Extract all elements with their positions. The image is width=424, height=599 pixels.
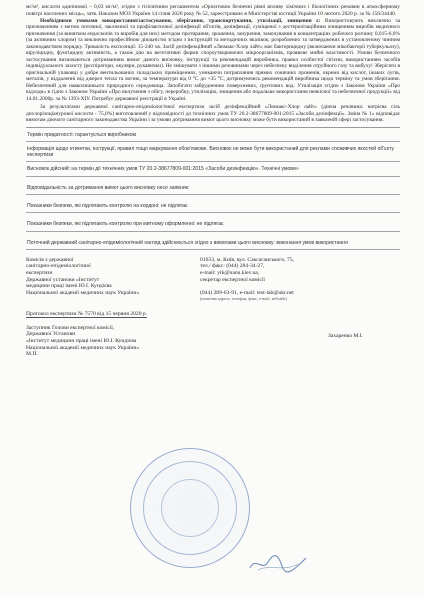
- signature-block: [26, 253, 400, 358]
- org-line: Національної академії медичних наук України»: [26, 289, 140, 296]
- commission-organization: [26, 257, 201, 297]
- secretary-line: секретар експертної комісії: [200, 276, 265, 283]
- deputy-chair-block: [26, 325, 246, 358]
- protocol-text: Протокол експертизи № 7570 від 15 червня 2020 р.: [26, 310, 148, 317]
- stamp-center-ring: [161, 479, 219, 537]
- address-line: 01033, м. Київ, вул. Саксаганського, 75,: [200, 256, 295, 263]
- spacer-line: [200, 283, 390, 290]
- org-line: експертизи: [26, 270, 53, 277]
- section-responsibility: [26, 181, 400, 195]
- deputy-line: Державної Установи: [26, 331, 76, 338]
- section-text: Висновок дійсний: на термін дії технічних умов ТУ 20.2-38677809-001:2015 «Засоби дезінфекцію». Технічні умови»: [27, 166, 299, 173]
- deputy-line: Національної академії медичних наук України»: [26, 344, 140, 351]
- sections-list: [26, 127, 400, 250]
- conditions-paragraph: [26, 18, 400, 103]
- section-shelf-life: [26, 128, 400, 142]
- section-supervision: [26, 236, 400, 250]
- phone-fax-line: тел./ факс: (044) 284-34-27,: [200, 263, 265, 270]
- commission-contacts: [200, 257, 390, 303]
- section-text: Поточний державний санітарно-епідеміологічний нагляд здійснюється згідно з вимогами цього висновку: виконання умов використання: [27, 239, 348, 246]
- section-text: Відповідальність за дотримання вимог цього висновку несе заявник:: [27, 184, 190, 191]
- signer-name: Захаренко М.І.: [328, 332, 364, 339]
- section-text: Термін придатності: гарантується виробником: [27, 131, 137, 138]
- section-border-control: [26, 199, 400, 213]
- seal-placeholder: М.П.: [26, 351, 38, 358]
- section-label-info: [26, 142, 400, 163]
- conclusion-paragraph: За результатами державної санітарно-епідеміологічної експертизи засіб дезінфекційний «Люмакс-Хлор лайт» (діюча речовина: натрієва сіль дихлорізоціанурової кислоти - 75,0%) виготовлений у відповідності до технічних умов ТУ 20.2-38677809-001:2015 «Засоби дезінфекції». Зміна № 1» відповідає вимогам діючого санітарного законодавства України і за умови дотримання вимог цього висновку може бути використаний в заявленій сфері застосування.: [26, 104, 400, 123]
- org-line: Комісія з державної: [26, 256, 74, 263]
- protocol-line: [26, 311, 147, 318]
- email-line: e-mail: yik@nanu.kiev.ua,: [200, 270, 260, 277]
- deputy-line: «Інститут медицини праці імені Ю.І. Кундієва: [26, 338, 137, 345]
- secretary-contact-line: (044) 289-63-91, e-mail: test-lab@ukr.net: [200, 289, 294, 296]
- org-line: санітарно-епідеміологічної: [26, 263, 91, 270]
- conditions-heading: Необхідними умовами використання/застосування, зберігання, транспортування, утилізації, знищення є:: [40, 17, 321, 24]
- section-text: Показники безпеки, які підлягають контролю при митному оформленні: не підлягає: [27, 221, 224, 228]
- official-stamp: [130, 448, 250, 568]
- org-line: Державної установи «Інститут: [26, 276, 100, 283]
- conditions-text: Використовують виключно за призначенням з метою поточної, заключної та профілактичної дезінфекції об'єктів, дезінфекції, суміщеної з дестерилізаційним очищенням виробів медичного призначення (за винятком ендоскопів та виробів для них) методом протирання, зрошення, занурення, замочування в концентраціях робочого розчину 0,015-6,0% (за активним хлором) та виключно професійною діяльністю згідно з інструкцій та методичних вказівок, розроблених та затверджених в установленому чинним законодавством порядку. Тривалість експозиції: 15-240 хв. Засіб дезінфекційний «Люмакс-Хлор лайт» має бактерицидну (включаючи мікобактерії туберкульозу), віруліцидну, фунгіцидну активність, а також дію на вегетативні форми спороутворюючих мікроорганізмів, проявляє мийні властивості. Умови безпечного застосування визначаються дотриманням вимог даного висновку, інструкції та рекомендацій виробника, правил особистої гігієни, використанням засобів індивідуального захисту (респіратори, окуляри, рукавички). Не змішувати з іншими речовинами через небезпеку виділення отруйного газу та вибуху! Зберігати в оригінальній упаковці у добре вентильованих складських приміщеннях, уникаючи потрапляння прямих сонячних променів, окремо від кислот, їжаких лугів, металів, у віддаленні від джерел тепла та вогню, за температури від 0 °С до +35 °С, дотримуючись рекомендацій виробника щодо терміну та умов зберігання. Небезпечний для навколишнього природного середовища. Запобігати забрудненню поверхневих, ґрунтових вод. Утилізація згідно з Законом України «Про відходи» в гідно з Законом України «Про вилучення з обігу, переробку, утилізацію, знищення або подальше використання неякісної та небезпечної продукції» від 14.01.2000р. за № 1393-ХІУ. Потребує державної реєстрації в Україні.: [26, 17, 400, 102]
- handwritten-signature: [248, 552, 308, 574]
- section-text: Інформація щодо етикетки, інструкції, правил тощо маркування обов'язкове. Висновок не може бути використаний для реклами споживчих якостей об'єкту експертизи: [27, 145, 395, 159]
- section-text: Показники безпеки, які підлягають контролю на кордоні: не підлягає: [27, 202, 188, 209]
- contacts-note: (поштова адреса, телефон, факс, e-mail, вебсайт): [200, 296, 287, 302]
- intro-paragraph: мг/м³, кислоти адипінової – 0,03 мг/м³, згідно з гігієнічним регламентом «Орієнтовно безпечні рівні впливу хімічних і біологічних речовин в атмосферному повітрі населених місць», затв. Наказом МОЗ України 14 січня 2020 року № 52, зареєстровано в Міністерстві юстиції України 10 лютого 2020 р. за № 156/34440.: [26, 4, 400, 17]
- org-line: медицини праці імені Ю.І. Кундієва: [26, 283, 112, 290]
- section-customs-control: [26, 217, 400, 231]
- section-validity: [26, 162, 400, 176]
- deputy-line: Заступник Голови експертної комісії,: [26, 324, 115, 331]
